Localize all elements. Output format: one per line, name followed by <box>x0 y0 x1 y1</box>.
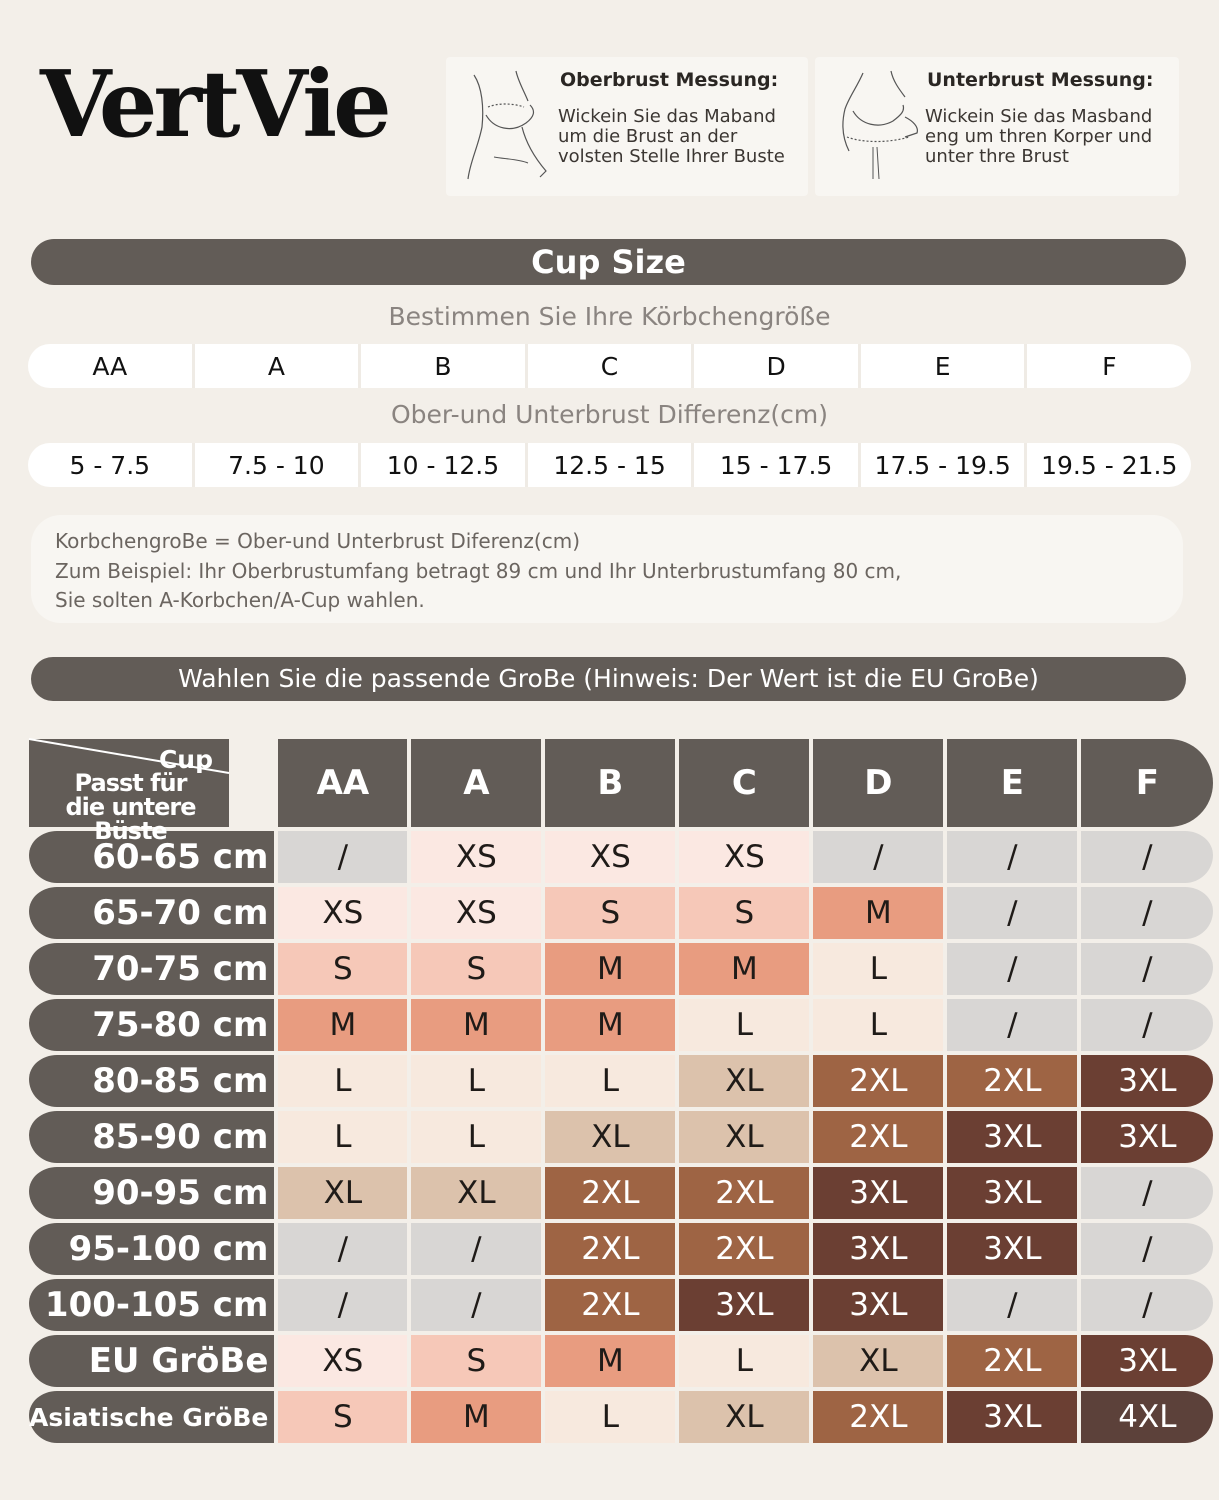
table-row <box>29 883 1213 939</box>
size-cell: XL <box>411 1163 545 1219</box>
underbust-card <box>815 57 1179 196</box>
size-cell: 3XL <box>813 1275 947 1331</box>
size-cell: M <box>813 883 947 939</box>
table-row <box>29 1163 1213 1219</box>
size-cell: 3XL <box>813 1163 947 1219</box>
size-cell: / <box>1081 995 1213 1051</box>
size-cell: 3XL <box>947 1107 1081 1163</box>
row-header: 65-70 cm <box>29 883 278 939</box>
size-cell: L <box>813 939 947 995</box>
size-cell: 2XL <box>545 1275 679 1331</box>
corner-header <box>29 739 278 845</box>
size-cell: 3XL <box>813 1219 947 1275</box>
size-table-banner: Wahlen Sie die passende GroBe (Hinweis: Der Wert ist die EU GroBe) <box>31 657 1186 701</box>
corner-cup-label: Cup <box>158 745 213 774</box>
note-line: KorbchengroBe = Ober-und Unterbrust Diferenz(cm) <box>55 529 580 553</box>
difference-cell: 17.5 - 19.5 <box>861 443 1028 487</box>
size-cell: L <box>679 1331 813 1387</box>
size-cell: S <box>411 939 545 995</box>
size-cell: / <box>1081 1275 1213 1331</box>
size-cell: L <box>813 995 947 1051</box>
size-cell: / <box>1081 1219 1213 1275</box>
table-row <box>29 1051 1213 1107</box>
size-table <box>29 739 1213 1443</box>
difference-cell: 19.5 - 21.5 <box>1041 450 1178 480</box>
size-cell: / <box>947 939 1081 995</box>
size-cell: / <box>278 827 411 883</box>
size-cell: 2XL <box>813 1387 947 1443</box>
size-cell: XS <box>278 883 411 939</box>
size-cell: XL <box>679 1387 813 1443</box>
size-cell: L <box>679 995 813 1051</box>
cup-cell: E <box>861 344 1028 388</box>
size-cell: XL <box>813 1331 947 1387</box>
cup-cell: D <box>694 344 861 388</box>
size-cell: XL <box>679 1107 813 1163</box>
size-cell: / <box>947 883 1081 939</box>
brand-logo: VertVie <box>40 50 388 158</box>
row-header: 80-85 cm <box>29 1051 278 1107</box>
size-cell: 2XL <box>679 1163 813 1219</box>
corner-underbust-label: Passt für die untere Büste <box>65 769 196 845</box>
size-cell: S <box>679 883 813 939</box>
table-row <box>29 1219 1213 1275</box>
size-cell: M <box>278 995 411 1051</box>
row-header: EU GröBe <box>29 1331 278 1387</box>
table-row <box>29 995 1213 1051</box>
table-row <box>29 939 1213 995</box>
upper-bust-measure-illustration <box>464 67 556 185</box>
size-cell: 4XL <box>1081 1387 1213 1443</box>
size-cell: / <box>1081 939 1213 995</box>
note-line: Zum Beispiel: Ihr Oberbrustumfang betragt 89 cm und Ihr Unterbrustumfang 80 cm, <box>55 558 902 583</box>
size-cell: S <box>278 1387 411 1443</box>
underbust-title: Unterbrust Messung: <box>927 69 1154 91</box>
column-header: B <box>545 739 679 827</box>
size-cell: 2XL <box>813 1107 947 1163</box>
size-cell: 2XL <box>679 1219 813 1275</box>
size-cell: 3XL <box>1081 1107 1213 1163</box>
size-cell: / <box>947 827 1081 883</box>
size-cell: S <box>411 1331 545 1387</box>
size-cell: 3XL <box>679 1275 813 1331</box>
size-cell: M <box>411 995 545 1051</box>
size-cell: XS <box>411 827 545 883</box>
row-header: 90-95 cm <box>29 1163 278 1219</box>
size-cell: M <box>411 1387 545 1443</box>
cup-size-label: Bestimmen Sie Ihre Körbchengröße <box>388 302 831 331</box>
row-header: Asiatische GröBe <box>29 1387 278 1443</box>
size-cell: / <box>411 1275 545 1331</box>
size-cell: L <box>411 1051 545 1107</box>
underbust-measure-illustration <box>833 67 925 185</box>
size-cell: S <box>278 939 411 995</box>
size-cell: 2XL <box>947 1051 1081 1107</box>
table-row <box>29 1331 1213 1387</box>
size-cell: XS <box>278 1331 411 1387</box>
difference-cell: 7.5 - 10 <box>195 443 362 487</box>
row-header: 95-100 cm <box>29 1219 278 1275</box>
size-cell: XS <box>545 827 679 883</box>
cup-cell: A <box>195 344 362 388</box>
column-header: A <box>411 739 545 827</box>
size-cell: / <box>1081 883 1213 939</box>
size-cell: 2XL <box>813 1051 947 1107</box>
size-cell: M <box>679 939 813 995</box>
size-cell: L <box>278 1107 411 1163</box>
size-cell: / <box>278 1219 411 1275</box>
cup-size-banner: Cup Size <box>31 239 1186 285</box>
size-cell: XL <box>679 1051 813 1107</box>
size-cell: 2XL <box>947 1331 1081 1387</box>
size-cell: / <box>947 1275 1081 1331</box>
upper-bust-text: Wickein Sie das Maband um die Brust an der volsten Stelle Ihrer Buste <box>558 106 785 167</box>
note-line: Sie solten A-Korbchen/A-Cup wahlen. <box>55 588 425 612</box>
size-cell: 2XL <box>545 1219 679 1275</box>
size-cell: L <box>545 1051 679 1107</box>
size-cell: L <box>545 1387 679 1443</box>
size-cell: XS <box>411 883 545 939</box>
cup-letter-row <box>28 344 1191 388</box>
cup-cell: AA <box>28 344 195 388</box>
difference-cell: 15 - 17.5 <box>694 443 861 487</box>
column-header: F <box>1081 739 1213 827</box>
size-cell: XS <box>679 827 813 883</box>
size-cell: / <box>411 1219 545 1275</box>
table-row <box>29 1107 1213 1163</box>
column-header: E <box>947 739 1081 827</box>
upper-bust-card <box>446 57 808 196</box>
size-cell: XL <box>278 1163 411 1219</box>
size-cell: / <box>1081 827 1213 883</box>
size-cell: 3XL <box>1081 1051 1213 1107</box>
table-row <box>29 1275 1213 1331</box>
size-cell: / <box>278 1275 411 1331</box>
difference-cell: 5 - 7.5 <box>28 443 195 487</box>
row-header: 100-105 cm <box>29 1275 278 1331</box>
column-header: C <box>679 739 813 827</box>
row-header: 85-90 cm <box>29 1107 278 1163</box>
size-cell: L <box>278 1051 411 1107</box>
underbust-text: Wickein Sie das Masband eng um thren Korper und unter thre Brust <box>925 106 1153 167</box>
cup-cell: F <box>1102 351 1117 381</box>
table-row <box>29 1387 1213 1443</box>
size-cell: 3XL <box>1081 1331 1213 1387</box>
size-cell: 3XL <box>947 1163 1081 1219</box>
size-cell: / <box>813 827 947 883</box>
size-cell: 2XL <box>545 1163 679 1219</box>
column-header: D <box>813 739 947 827</box>
cup-cell: B <box>361 344 528 388</box>
column-header: AA <box>278 739 411 827</box>
example-note <box>31 515 1183 623</box>
upper-bust-title: Oberbrust Messung: <box>560 69 779 91</box>
difference-row <box>28 443 1191 487</box>
size-cell: 3XL <box>947 1387 1081 1443</box>
size-cell: / <box>947 995 1081 1051</box>
size-cell: M <box>545 939 679 995</box>
difference-label: Ober-und Unterbrust Differenz(cm) <box>391 400 828 429</box>
size-cell: / <box>1081 1163 1213 1219</box>
row-header: 75-80 cm <box>29 995 278 1051</box>
difference-cell: 10 - 12.5 <box>361 443 528 487</box>
size-cell: M <box>545 995 679 1051</box>
row-header: 60-65 cm <box>29 827 278 883</box>
row-header: 70-75 cm <box>29 939 278 995</box>
cup-cell: C <box>528 344 695 388</box>
size-cell: L <box>411 1107 545 1163</box>
difference-cell: 12.5 - 15 <box>528 443 695 487</box>
size-cell: 3XL <box>947 1219 1081 1275</box>
size-cell: M <box>545 1331 679 1387</box>
size-cell: S <box>545 883 679 939</box>
size-cell: XL <box>545 1107 679 1163</box>
